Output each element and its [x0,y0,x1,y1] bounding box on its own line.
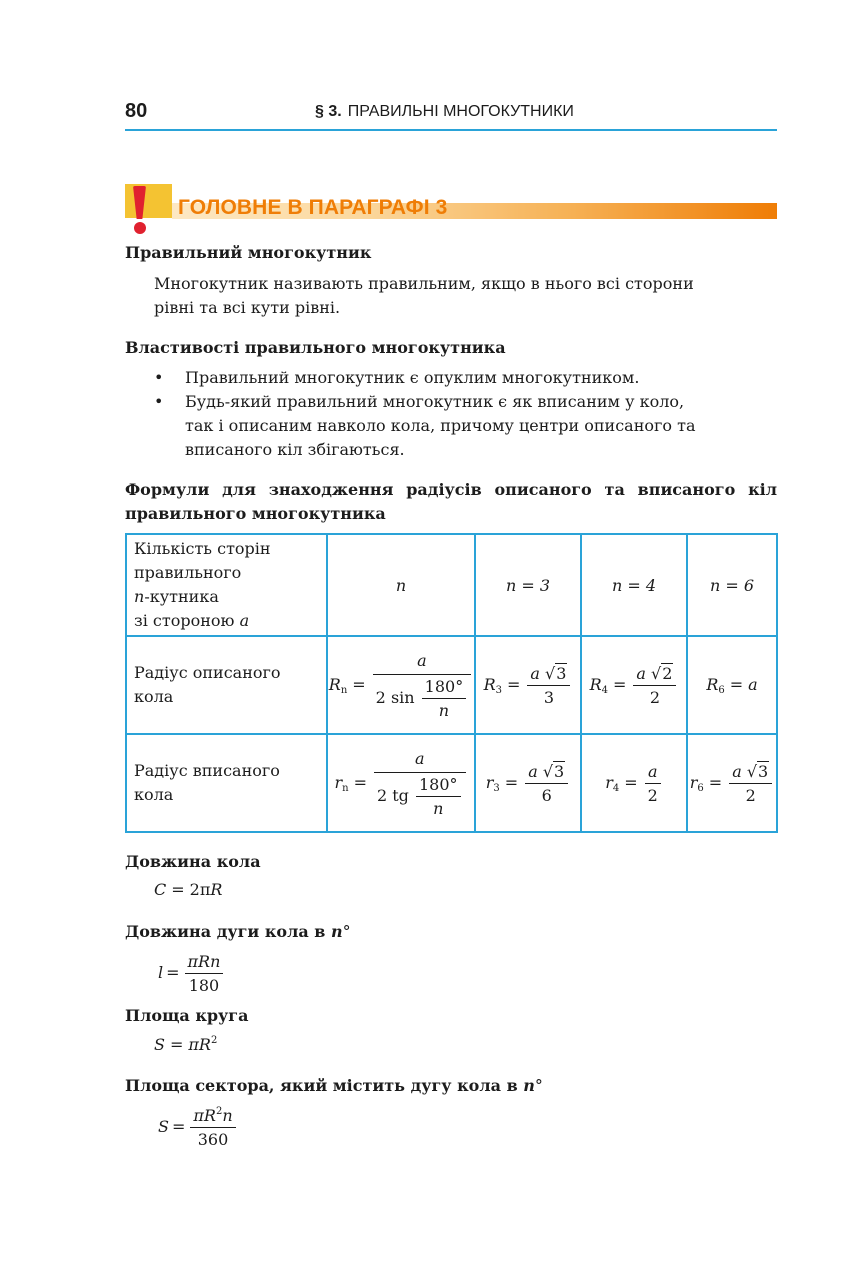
formula-sub: 6 [718,684,725,696]
numerator: a [417,650,427,670]
denominator: 6 [525,783,568,805]
formula-sub: 6 [697,782,704,794]
formula-power: 2 [210,1035,218,1046]
denominator [374,772,466,818]
row-label-line: кола [134,785,174,804]
heading-arc-length [125,922,351,941]
formula-lhs: R [589,674,602,694]
equals: = [171,1117,186,1136]
fraction [633,664,676,707]
section-mark: § 3. [315,103,342,120]
numerator-var: a [636,663,646,683]
formula-r-4 [581,734,687,832]
denominator: 2 [645,783,661,805]
inner-denominator: n [416,796,461,818]
denominator: 3 [527,685,570,707]
header-label-line [134,609,326,633]
bullet-icon: • [154,368,164,387]
formula-lhs: C [154,880,167,899]
numerator: a √2 [636,663,673,683]
equals: = [624,772,638,792]
formula-sub: n [342,782,349,794]
page-number: 80 [125,100,148,122]
equals: = [169,1035,184,1054]
numerator-part: πR [193,1106,216,1125]
column-header-n6: n = 6 [687,534,777,636]
degree-sign: ° [534,1076,543,1095]
numerator [190,1106,235,1127]
formula-R-n [327,636,475,734]
fraction [525,762,568,805]
fraction [373,651,472,720]
fraction [729,762,772,805]
formula-sub: n [340,684,348,696]
numerator-power: 2 [215,1106,223,1117]
formula-r-3 [475,734,581,832]
denominator: 360 [190,1127,235,1149]
formula-lhs: r [485,772,494,792]
radicand: 3 [554,761,565,781]
heading-var: n [523,1076,535,1095]
formula-R-6 [687,636,777,734]
row-label-inradius [126,734,327,832]
radius-formulas-table [125,533,778,833]
formula-r-6 [687,734,777,832]
formula-sub: 4 [601,684,608,696]
column-header-n4: n = 4 [581,534,687,636]
column-header-n3: n = 3 [475,534,581,636]
formula-sub: 3 [493,782,500,794]
fraction [527,664,570,707]
property-line: Правильний многокутник є опуклим многокутником. [185,368,640,387]
formula-sub: 4 [612,782,620,794]
numerator: a √3 [528,761,565,781]
formula-circle-area [154,1035,217,1054]
row-label-line: кола [134,687,174,706]
header-label-text: -кутника [144,587,219,606]
equals: = [613,674,627,694]
banner-title: ГОЛОВНЕ В ПАРАГРАФІ 3 [178,196,448,219]
table-row [126,534,777,636]
denominator-prefix: 2 sin [375,687,415,707]
exclamation-dot-icon [134,222,146,234]
heading-formulas-line-1: Формули для знаходження радіусів описаного та вписаного кіл [125,480,777,499]
denominator: 2 [633,685,676,707]
heading-formulas-line-2: правильного многокутника [125,504,386,523]
formula-coefficient: 2π [189,880,211,899]
formula-circumference [154,880,222,899]
formula-R-4 [581,636,687,734]
formula-R-3 [475,636,581,734]
var-n: n [134,587,145,606]
numerator: a √3 [732,761,769,781]
inner-numerator: 180° [419,774,458,794]
formula-rhs: a [748,674,758,694]
property-line: Будь-який правильний многокутник є як вписаним у коло, [185,392,685,411]
fraction [190,1106,235,1149]
heading-sector-area [125,1076,543,1095]
numerator: a [414,748,425,768]
header-rule [125,129,777,131]
formula-lhs: S [158,1117,169,1136]
formula-rhs: πR [188,1035,211,1054]
column-header-n: n [327,534,475,636]
formula-arc-length [158,952,225,995]
inner-fraction [422,677,467,720]
formula-lhs: R [328,674,341,694]
fraction [645,762,661,805]
equals: = [729,674,744,694]
denominator: 180 [185,973,224,995]
inner-denominator: n [422,698,467,720]
header-label-line: правильного [134,563,242,582]
equals: = [353,772,367,792]
row-label-line: Радіус описаного [134,663,281,682]
numerator: πRn [187,952,221,971]
row-label-circumradius [126,636,327,734]
banner-square [125,184,172,218]
header-label-line [134,585,326,609]
inner-fraction [416,775,461,818]
numerator-var: a [528,761,538,781]
numerator-var: a [732,761,742,781]
denominator [373,674,472,720]
formula-sub: 3 [495,684,502,696]
numerator: a √3 [530,663,567,683]
row-label-line: Радіус вписаного [134,761,280,780]
property-line: так і описаним навколо кола, причому центри описаного та [185,416,696,435]
property-line: вписаного кіл збігаються. [185,440,405,459]
heading-circle-area: Площа круга [125,1006,249,1025]
fraction [374,749,466,818]
formula-lhs: r [334,772,343,792]
running-header [315,103,574,121]
equals: = [708,772,723,792]
heading-text: Довжина дуги кола в [125,922,331,941]
table-header-label [126,534,327,636]
equals: = [352,674,366,694]
radicand: 3 [556,663,567,683]
section-title: ПРАВИЛЬНІ МНОГОКУТНИКИ [347,103,574,120]
numerator-var: a [530,663,540,683]
fraction [185,952,224,995]
formula-lhs: S [154,1035,165,1054]
inner-numerator: 180° [424,676,464,696]
table-row [126,734,777,832]
definition-line-1: Многокутник називають правильним, якщо в нього всі сторони [154,274,694,293]
equals: = [171,880,185,899]
radicand: 2 [662,663,673,683]
formula-lhs: l [158,963,164,982]
var-a: a [239,611,250,630]
header-label-line: Кількість сторін [134,539,271,558]
degree-sign: ° [342,922,351,941]
table-row [126,636,777,734]
numerator-var: n [222,1106,233,1125]
formula-lhs: r [689,772,698,792]
heading-regular-polygon: Правильний многокутник [125,243,372,262]
heading-var: n [330,922,343,941]
numerator: a [647,761,658,781]
heading-properties: Властивості правильного многокутника [125,338,506,357]
denominator: 2 [729,783,772,805]
bullet-icon: • [154,392,164,411]
denominator-prefix: 2 tg [376,785,409,805]
formula-var: R [210,880,223,899]
heading-circumference: Довжина кола [125,852,261,871]
formula-lhs: R [706,674,719,694]
formula-r-n [327,734,475,832]
equals: = [507,674,521,694]
definition-line-2: рівні та всі кути рівні. [154,298,341,317]
equals: = [166,963,180,982]
formula-lhs: r [605,772,613,792]
formula-sector-area [158,1106,238,1149]
heading-text: Площа сектора, який містить дугу кола в [125,1076,524,1095]
formula-lhs: R [483,674,496,694]
radicand: 3 [758,761,769,781]
equals: = [504,772,519,792]
header-label-text: зі стороною [134,611,240,630]
